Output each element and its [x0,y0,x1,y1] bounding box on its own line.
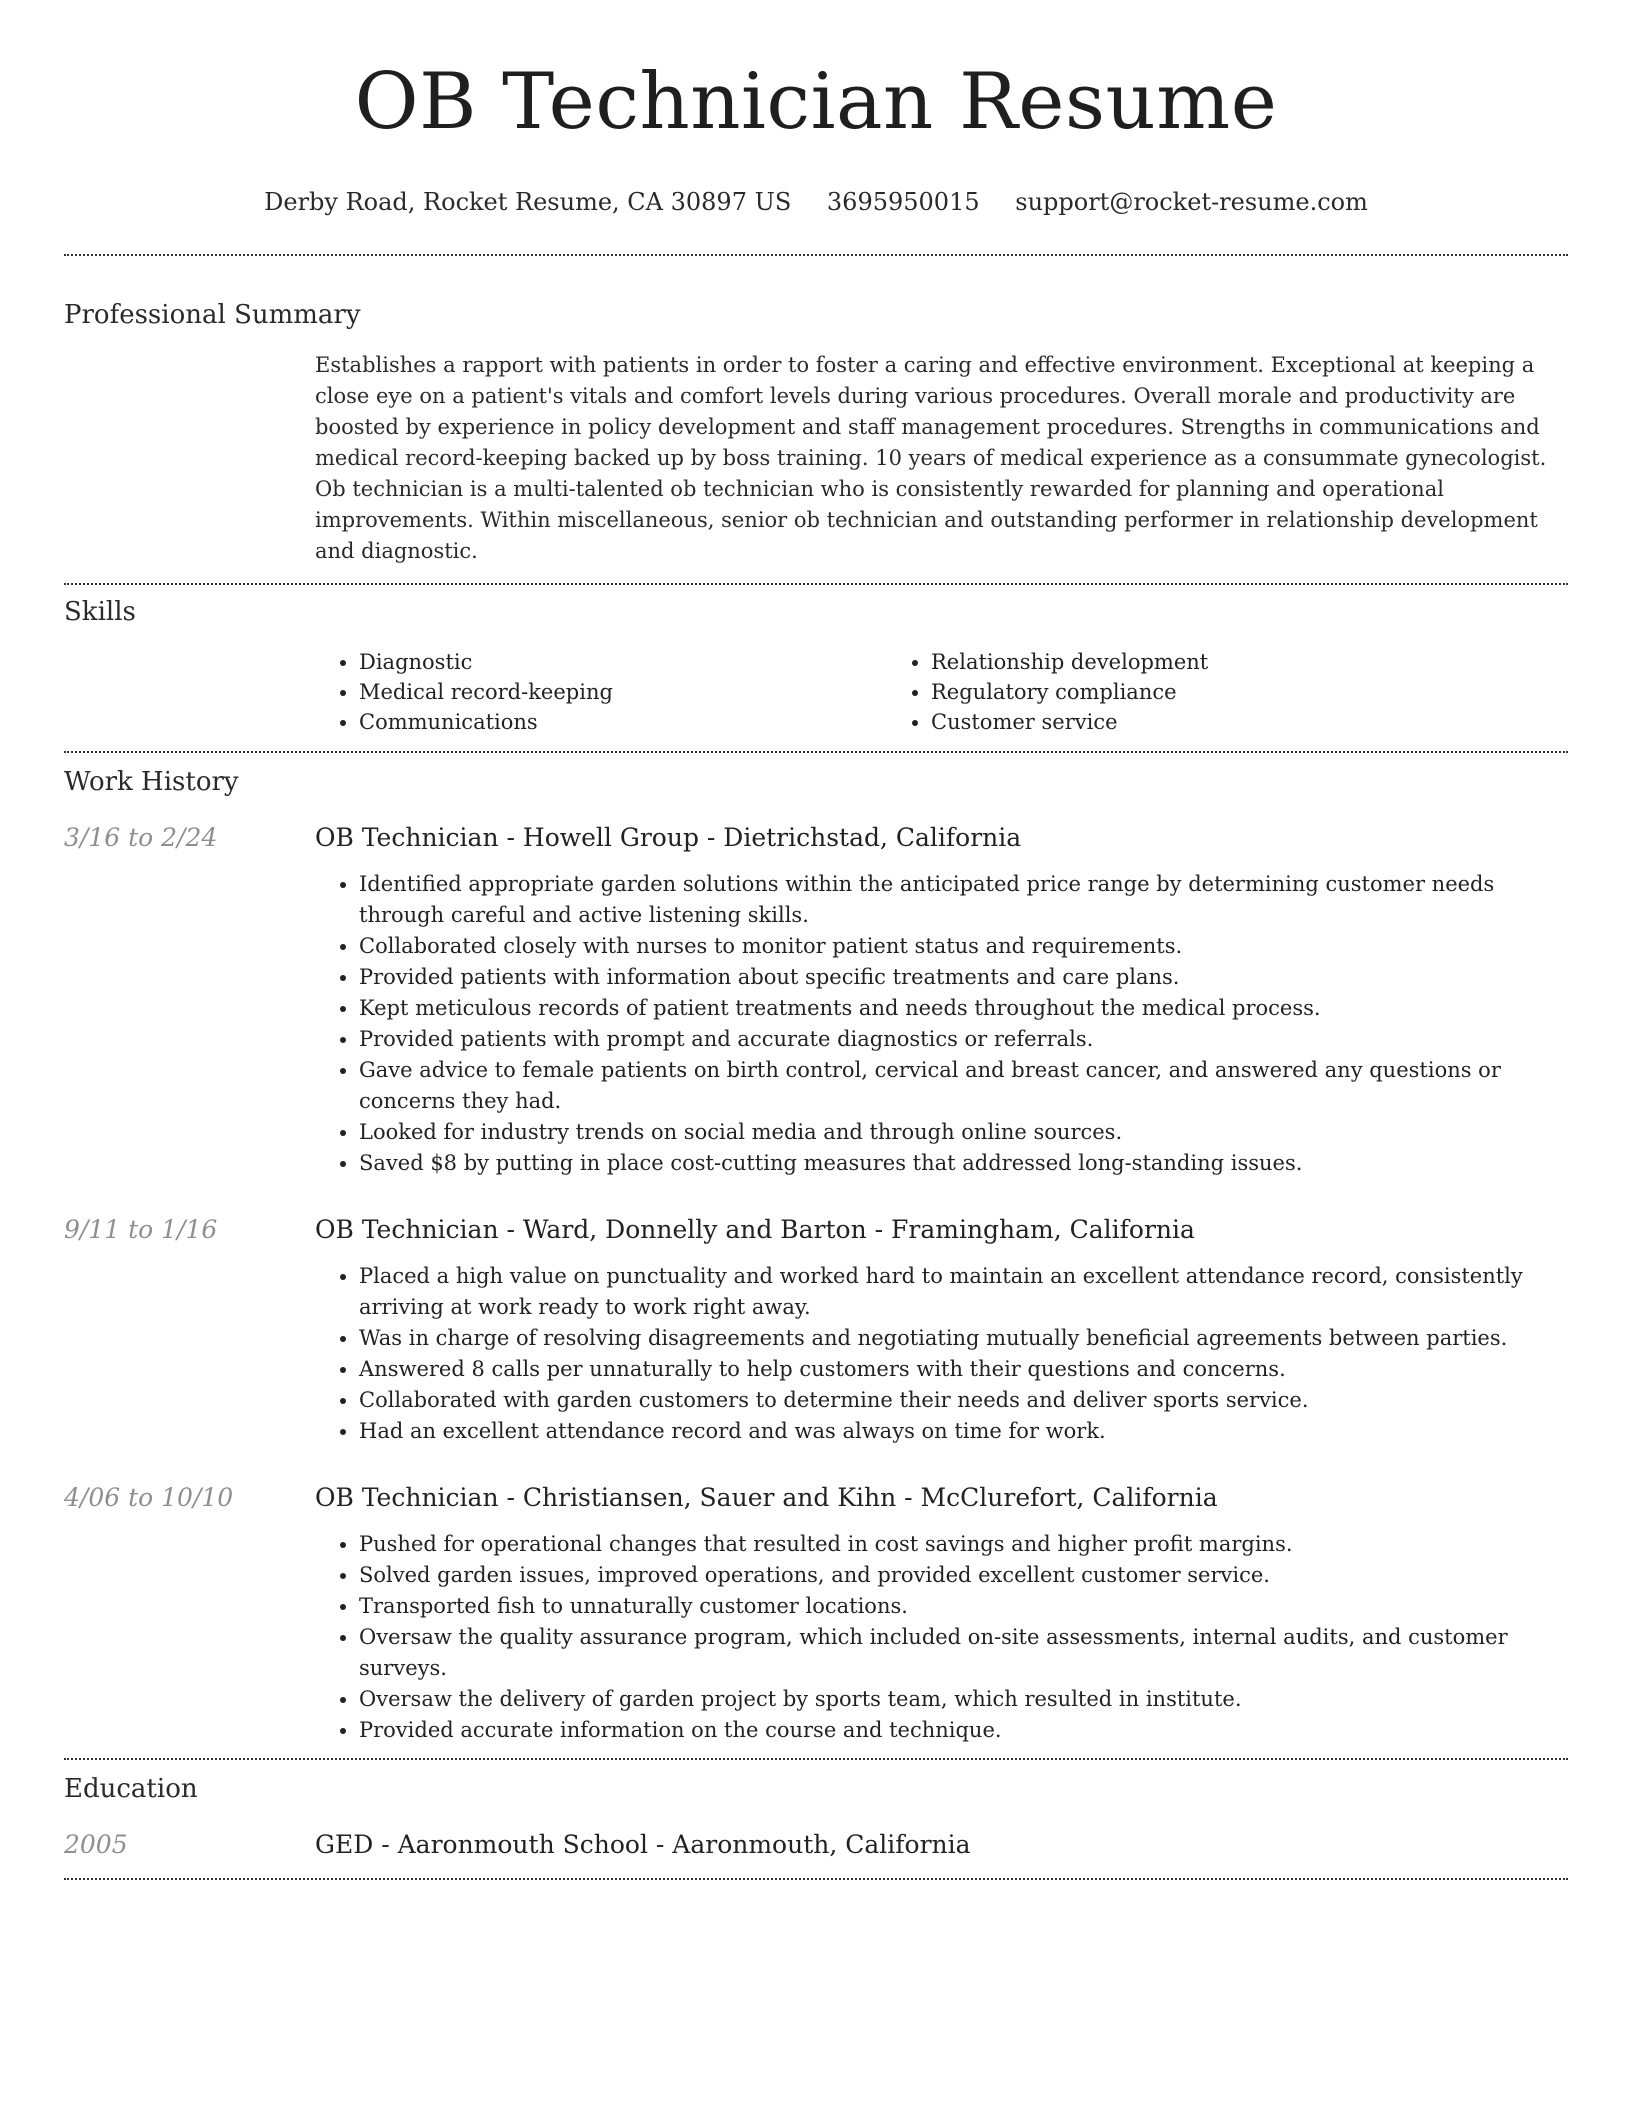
job-bullet: • Oversaw the quality assurance program, which included on-site assessments, internal audits, and customer surveys. [359,1622,1568,1684]
job-date: 9/11 to 1/16 [64,1215,218,1244]
skill-item: • Diagnostic [359,647,887,677]
skill-item: • Relationship development [931,647,1459,677]
job-bullet: • Provided patients with information about specific treatments and care plans. [359,962,1568,993]
skill-item: • Medical record-keeping [359,677,887,707]
job-bullet: • Transported fish to unnaturally customer locations. [359,1591,1568,1622]
job-bullet: • Oversaw the delivery of garden project by sports team, which resulted in institute. [359,1684,1568,1715]
job-body [315,1481,1568,1746]
job-bullets [315,1529,1568,1746]
job-bullet: • Answered 8 calls per unnaturally to help customers with their questions and concerns. [359,1354,1568,1385]
job-heading: OB Technician - Ward, Donnelly and Barton - Framingham, California [315,1215,1195,1244]
resume-title: OB Technician Resume [354,57,1278,147]
skill-item: • Communications [359,707,887,737]
section-divider [64,1878,1568,1880]
job-entry [64,821,1568,1179]
job-bullet: • Gave advice to female patients on birth control, cervical and breast cancer, and answered any questions or concerns they had. [359,1055,1568,1117]
job-bullet: • Provided accurate information on the course and technique. [359,1715,1568,1746]
job-bullet: • Kept meticulous records of patient treatments and needs throughout the medical process. [359,993,1568,1024]
job-entry [64,1481,1568,1746]
job-bullet: • Pushed for operational changes that resulted in cost savings and higher profit margins. [359,1529,1568,1560]
skill-item: • Regulatory compliance [931,677,1459,707]
education-heading: GED - Aaronmouth School - Aaronmouth, California [315,1830,971,1859]
skills-grid [315,647,1568,737]
section-heading-skills: Skills [64,597,136,627]
contact-email: support@rocket-resume.com [1015,188,1368,216]
job-body [315,1213,1568,1447]
job-bullets [315,1261,1568,1447]
section-heading-summary: Professional Summary [64,300,361,330]
job-bullet: • Was in charge of resolving disagreements and negotiating mutually beneficial agreements between parties. [359,1323,1568,1354]
job-bullet: • Solved garden issues, improved operations, and provided excellent customer service. [359,1560,1568,1591]
job-heading: OB Technician - Christiansen, Sauer and Kihn - McClurefort, California [315,1483,1218,1512]
education-date: 2005 [64,1830,128,1859]
summary-text: Establishes a rapport with patients in order to foster a caring and effective environment. Exceptional at keeping a close eye on a patient's vitals and comfort levels during various procedures. Overall morale and productivity are boosted by experience in policy development and staff management procedures. Strengths in communications and medical record-keeping backed up by boss training. 10 years of medical experience as a consummate gynecologist. Ob technician is a multi-talented ob technician who is consistently rewarded for planning and operational improvements. Within miscellaneous, senior ob technician and outstanding performer in relationship development and diagnostic. [315,353,1547,563]
skills-list-right [887,647,1459,737]
section-heading-work: Work History [64,767,239,797]
education-entry [64,1828,1568,1862]
job-bullet: • Saved $8 by putting in place cost-cutting measures that addressed long-standing issues. [359,1148,1568,1179]
job-heading: OB Technician - Howell Group - Dietrichstad, California [315,823,1022,852]
job-date: 4/06 to 10/10 [64,1483,234,1512]
skills-list-left [315,647,887,737]
contact-phone: 3695950015 [826,188,980,216]
education-section [64,1760,1568,1878]
job-entry [64,1213,1568,1447]
job-date: 3/16 to 2/24 [64,823,218,852]
job-bullet: • Identified appropriate garden solutions within the anticipated price range by determining customer needs through careful and active listening skills. [359,869,1568,931]
professional-summary-section [64,256,1568,583]
job-bullet: • Collaborated closely with nurses to monitor patient status and requirements. [359,931,1568,962]
job-bullets [315,869,1568,1179]
skills-section [64,585,1568,751]
skill-item: • Customer service [931,707,1459,737]
contact-address: Derby Road, Rocket Resume, CA 30897 US [264,188,792,216]
contact-line [64,186,1568,218]
job-body [315,821,1568,1179]
section-heading-education: Education [64,1774,198,1804]
job-bullet: • Placed a high value on punctuality and worked hard to maintain an excellent attendance record, consistently arriving at work ready to work right away. [359,1261,1568,1323]
job-bullet: • Collaborated with garden customers to determine their needs and deliver sports service. [359,1385,1568,1416]
job-bullet: • Provided patients with prompt and accurate diagnostics or referrals. [359,1024,1568,1055]
job-bullet: • Had an excellent attendance record and was always on time for work. [359,1416,1568,1447]
job-bullet: • Looked for industry trends on social media and through online sources. [359,1117,1568,1148]
work-history-section [64,753,1568,1758]
